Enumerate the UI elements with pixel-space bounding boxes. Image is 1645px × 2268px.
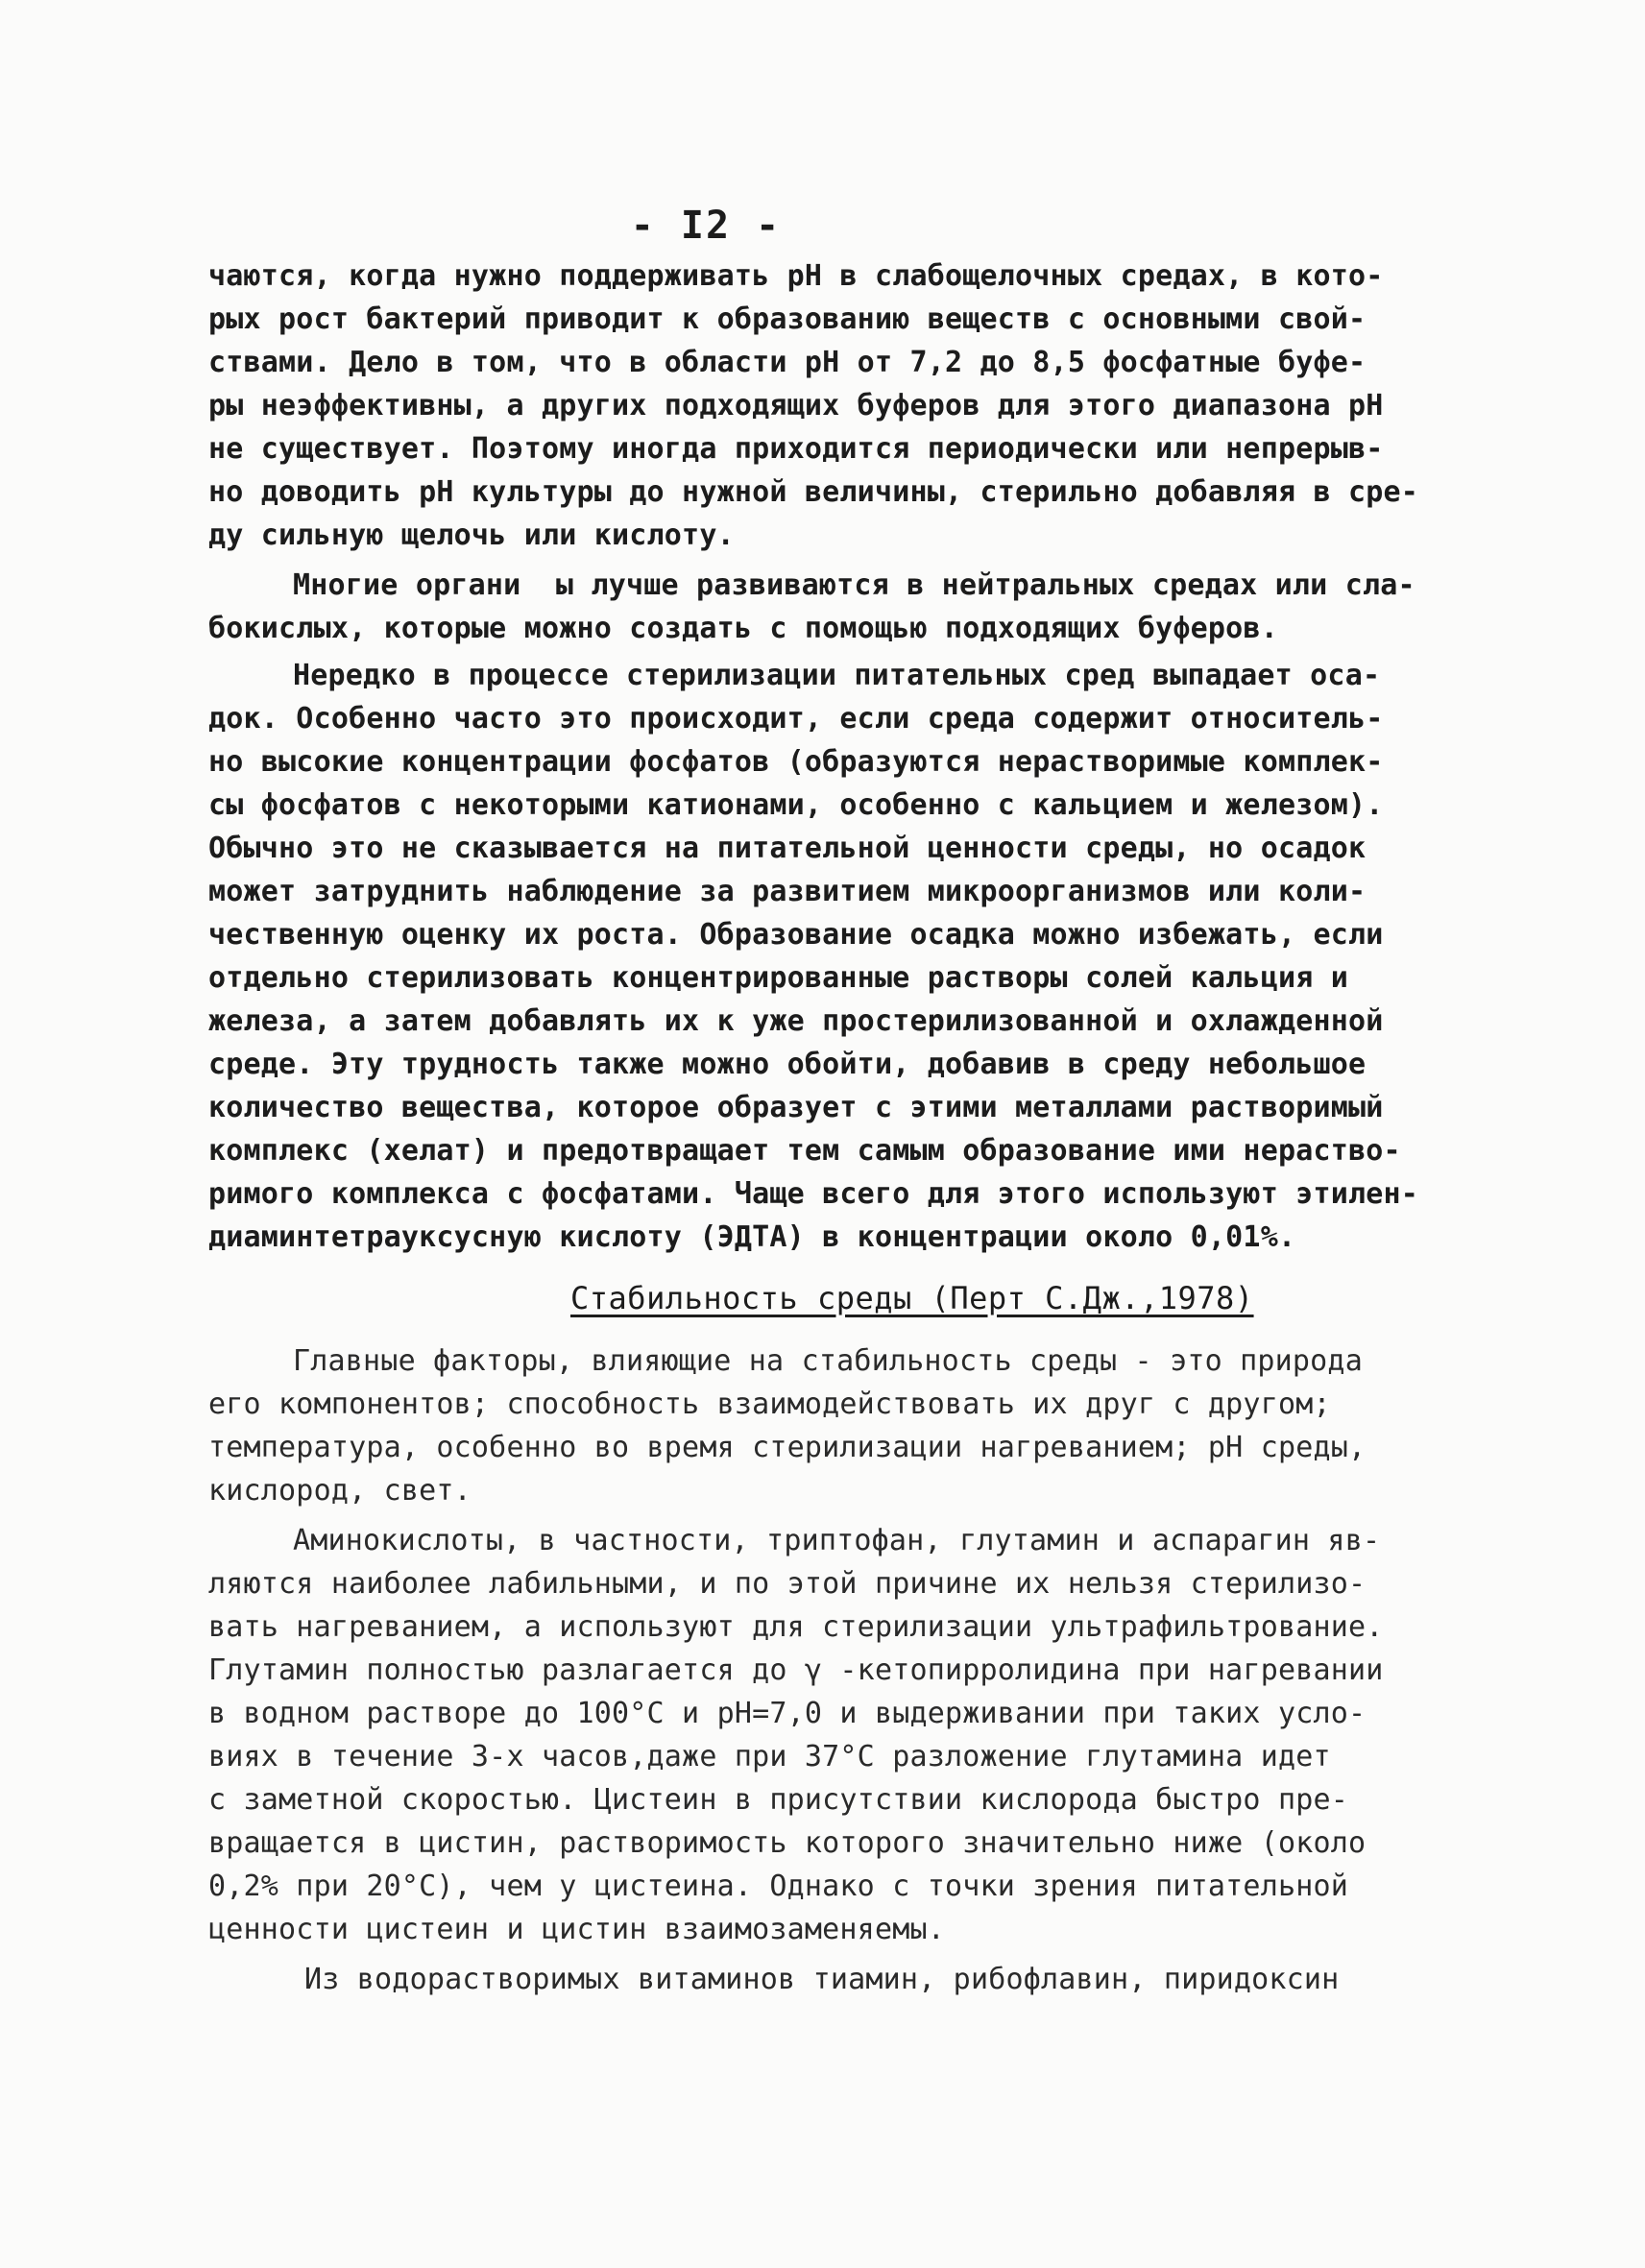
text-line: комплекс (хелат) и предотвращает тем самым образование ими нераство- [208, 1134, 1401, 1168]
text-line: с заметной скоростью. Цистеин в присутствии кислорода быстро пре- [208, 1783, 1348, 1817]
text-line: чественную оценку их роста. Образование осадка можно избежать, если [208, 918, 1384, 952]
text-line: но доводить pH культуры до нужной величины, стерильно добавляя в сре- [208, 475, 1419, 509]
text-line: кислород, свет. [208, 1474, 472, 1508]
text-line: Обычно это не сказывается на питательной ценности среды, но осадок [208, 832, 1367, 865]
text-line: ры неэффективны, а других подходящих буферов для этого диапазона pH [208, 389, 1384, 422]
text-line: чаются, когда нужно поддерживать pH в слабощелочных средах, в кото- [208, 259, 1384, 293]
text-line: Глутамин полностью разлагается до γ -кетопирролидина при нагревании [208, 1653, 1384, 1687]
text-line: римого комплекса с фосфатами. Чаще всего для этого используют этилен- [208, 1177, 1419, 1211]
text-line: вать нагреванием, а используют для стерилизации ультрафильтрование. [208, 1610, 1384, 1644]
text-line: бокислых, которые можно создать с помощью подходящих буферов. [208, 612, 1278, 645]
text-line: Аминокислоты, в частности, триптофан, глутамин и аспарагин яв- [293, 1524, 1381, 1557]
text-line: отдельно стерилизовать концентрированные растворы солей кальция и [208, 961, 1348, 995]
text-line: но высокие концентрации фосфатов (образуются нерастворимые комплек- [208, 745, 1384, 779]
text-line: в водном растворе до 100°С и pH=7,0 и выдерживании при таких усло- [208, 1697, 1367, 1730]
text-line: сы фосфатов с некоторыми катионами, особенно с кальцием и железом). [208, 788, 1384, 822]
text-line: Из водорастворимых витаминов тиамин, рибофлавин, пиридоксин [304, 1963, 1340, 1996]
text-line: Главные факторы, влияющие на стабильность среды - это природа [293, 1344, 1363, 1378]
text-line: Многие органи ы лучше развиваются в нейтральных средах или сла- [293, 568, 1415, 602]
text-line: диаминтетрауксусную кислоту (ЭДТА) в концентрации около 0,01%. [208, 1220, 1296, 1254]
text-line: вращается в цистин, растворимость которого значительно ниже (около [208, 1826, 1367, 1860]
text-line: его компонентов; способность взаимодействовать их друг с другом; [208, 1387, 1331, 1421]
text-line: Нередко в процессе стерилизации питательных сред выпадает оса- [293, 659, 1381, 692]
text-line: док. Особенно часто это происходит, если среда содержит относитель- [208, 702, 1384, 736]
text-line: температура, особенно во время стерилизации нагреванием; pH среды, [208, 1431, 1367, 1464]
text-line: ствами. Дело в том, что в области pH от 7,2 до 8,5 фосфатные буфе- [208, 346, 1367, 379]
text-line: виях в течение 3-х часов,даже при 37°С разложение глутамина идет [208, 1740, 1331, 1773]
text-line: ценности цистеин и цистин взаимозаменяемы. [208, 1913, 945, 1946]
text-line: не существует. Поэтому иногда приходится периодически или непрерыв- [208, 432, 1384, 466]
text-line: ляются наиболее лабильными, и по этой причине их нельзя стерилизо- [208, 1567, 1367, 1601]
text-line: среде. Эту трудность также можно обойти, добавив в среду небольшое [208, 1048, 1367, 1081]
text-line: ду сильную щелочь или кислоту. [208, 519, 735, 552]
text-line: рых рост бактерий приводит к образованию веществ с основными свой- [208, 302, 1367, 336]
text-line: 0,2% при 20°С), чем у цистеина. Однако с точки зрения питательной [208, 1870, 1348, 1903]
page-number: - I2 - [630, 204, 782, 248]
text-line: железа, а затем добавлять их к уже простерилизованной и охлажденной [208, 1004, 1384, 1038]
text-line: может затруднить наблюдение за развитием микроорганизмов или коли- [208, 875, 1367, 908]
text-line: количество вещества, которое образует с этими металлами растворимый [208, 1091, 1384, 1124]
section-heading: Стабильность среды (Перт С.Дж.,1978) [570, 1280, 1254, 1316]
